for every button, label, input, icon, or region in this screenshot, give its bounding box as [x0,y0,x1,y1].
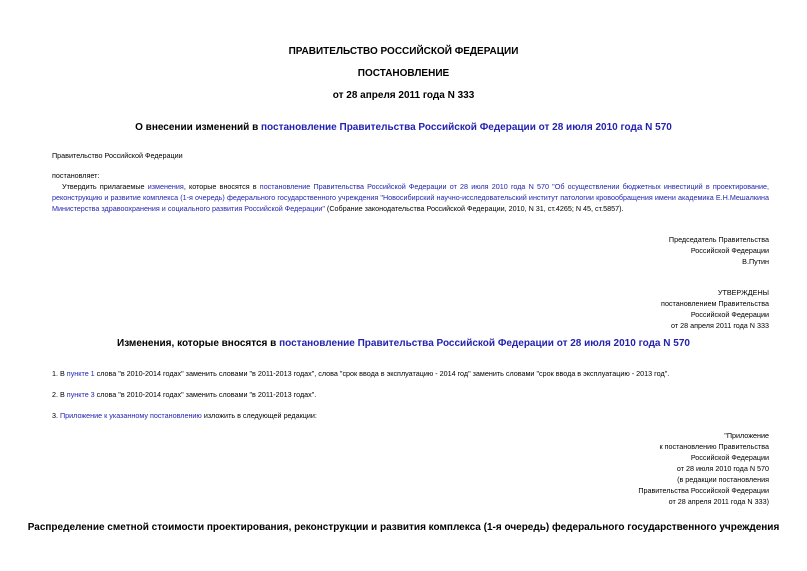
appendix-line-4: от 28 июля 2010 года N 570 [676,464,769,473]
item-1-text-a: 1. В [52,369,67,378]
appendix-line-5: (в редакции постановления [677,475,769,484]
appendix-line-2: к постановлению Правительства [659,442,769,451]
main-paragraph-text-c: (Собрание законодательства Российской Федерации, 2010, N 31, ст.4265; N 45, ст.5857). [324,204,624,213]
item-2-link[interactable]: пункте 3 [66,390,95,399]
main-paragraph-text-a: Утвердить прилагаемые [62,182,148,191]
decree-570-link[interactable]: постановление Правительства Российской Федерации от 28 июля 2010 года N 570 "Об осуществлении бюджетных инвестиций в проектирование, реконструкцию и развитие комплекса (1-я очередь) федерального государственного учреждения "Новосибирский научно-исследовательский институт патологии кровообращения имени академика Е.Н.Мешалкина Министерства здравоохранения и социального развития Российской Федерации" [52,182,769,213]
document-date-number: от 28 апреля 2011 года N 333 [332,90,475,101]
document-title [0,122,807,133]
item-2-text-a: 2. В [52,390,67,399]
changes-title-prefix: Изменения, которые вносятся в [117,338,280,349]
main-paragraph-text-b: , которые вносятся в [183,182,260,191]
decrees-text: постановляет: [52,171,100,180]
item-1 [52,368,669,380]
item-2-text-b: слова "в 2010-2014 годах" заменить словами "в 2011-2013 годах". [94,390,317,399]
approved-country: Российской Федерации [690,310,769,319]
item-1-text-b: слова "в 2010-2014 годах" заменить словами "в 2011-2013 годах", слова "срок ввода в эксплуатацию - 2014 год" заменить словами "срок ввода в эксплуатацию - 2013 год". [94,369,670,378]
approved-label: УТВЕРЖДЕНЫ [717,288,769,297]
document-type: ПОСТАНОВЛЕНИЕ [357,68,450,79]
signature-name: В.Путин [742,257,769,266]
government-heading: ПРАВИТЕЛЬСТВО РОССИЙСКОЙ ФЕДЕРАЦИИ [288,46,519,57]
appendix-line-6: Правительства Российской Федерации [638,486,769,495]
main-paragraph [52,181,769,214]
approved-by: постановлением Правительства [661,299,769,308]
signature-position: Председатель Правительства [668,235,769,244]
item-3-link[interactable]: Приложение к указанному постановлению [60,411,202,420]
appendix-label: "Приложение [724,431,769,440]
item-3-text-a: 3. [52,411,60,420]
changes-title-link[interactable]: постановление Правительства Российской Федерации от 28 июля 2010 года N 570 [279,338,690,349]
item-3-text-b: изложить в следующей редакции: [201,411,317,420]
issuer-text: Правительство Российской Федерации [52,151,183,160]
item-1-link[interactable]: пункте 1 [66,369,95,378]
changes-link[interactable]: изменения [147,182,184,191]
appendix-line-7: от 28 апреля 2011 года N 333) [668,497,769,506]
appendix-line-3: Российской Федерации [690,453,769,462]
amended-decree-link[interactable]: постановление Правительства Российской Федерации от 28 июля 2010 года N 570 [261,122,672,133]
signature-country: Российской Федерации [690,246,769,255]
changes-title [0,338,807,349]
document-title-prefix: О внесении изменений в [135,122,261,133]
approved-date: от 28 апреля 2011 года N 333 [671,321,769,330]
distribution-title: Распределение сметной стоимости проектирования, реконструкции и развития комплекса (1-я очередь) федерального государственного учреждения [27,522,780,533]
item-2 [52,389,316,401]
item-3 [52,410,317,422]
